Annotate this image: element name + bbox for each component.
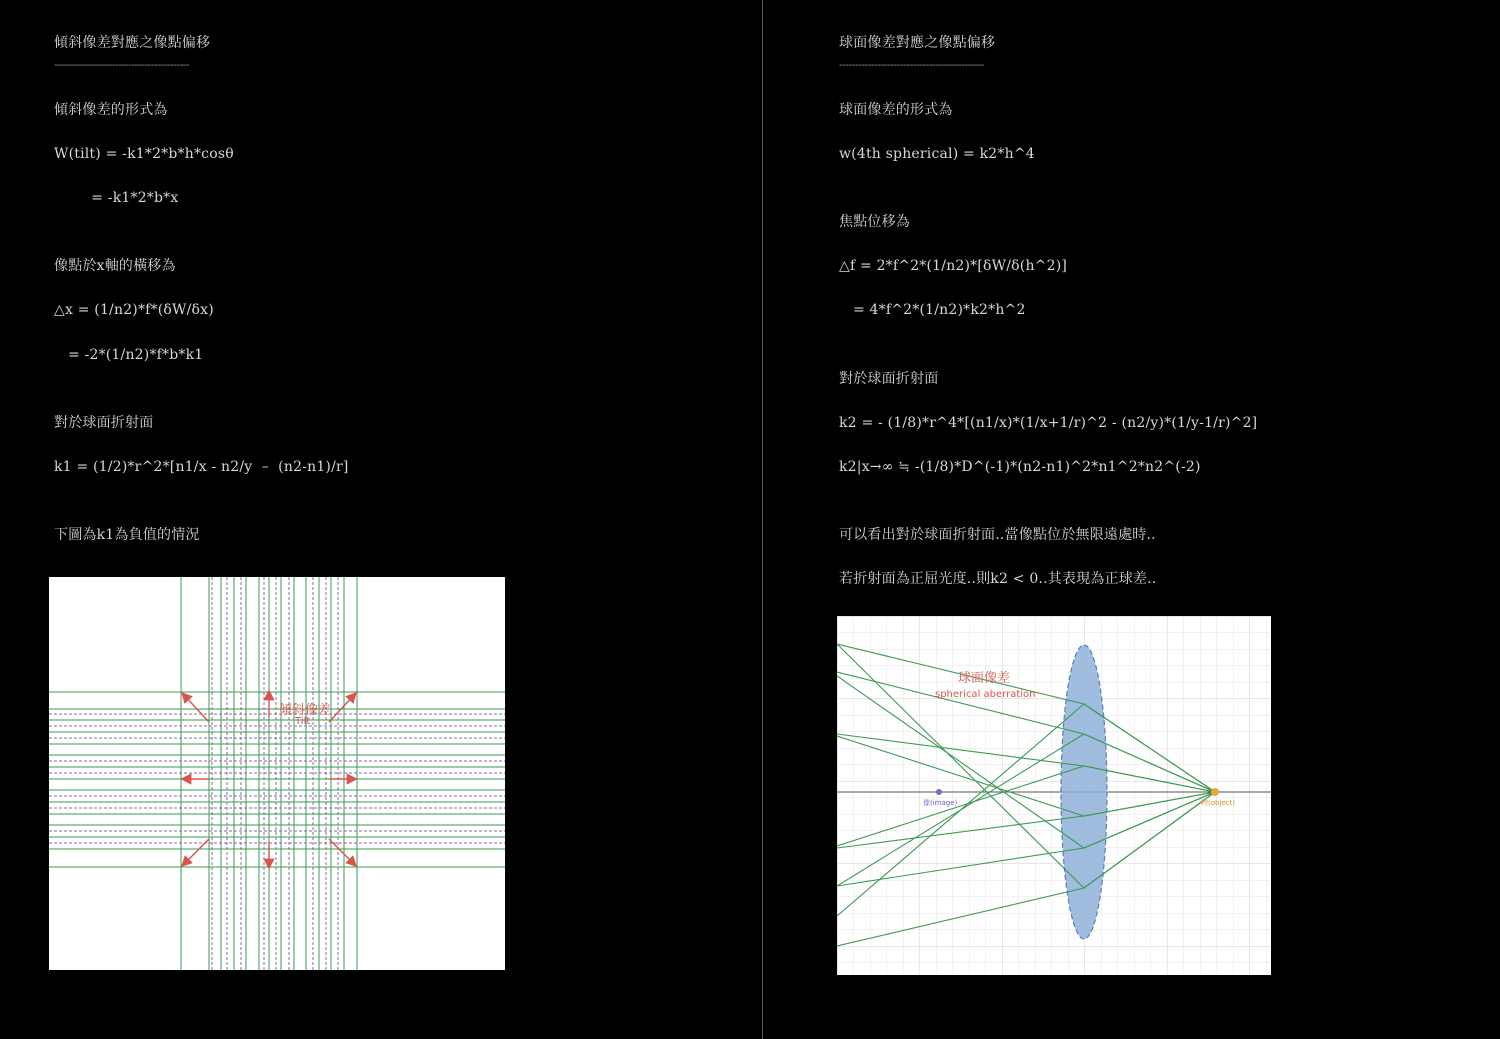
right-title-rule: --------------------------------------------- xyxy=(839,58,984,71)
tilt-label-zh: 傾斜像差 xyxy=(279,703,332,718)
right-title: 球面像差對應之像點偏移 xyxy=(839,35,996,51)
left-line-6: = -2*(1/n2)*f*b*k1 xyxy=(54,347,204,363)
spherical-label-zh: 球面像差 xyxy=(958,671,1011,686)
left-title: 傾斜像差對應之像點偏移 xyxy=(54,35,211,51)
right-line-1: 球面像差的形式為 xyxy=(839,102,953,118)
spherical-figure xyxy=(837,616,1271,975)
left-line-2: W(tilt) = -k1*2*b*h*cosθ xyxy=(54,146,234,162)
left-line-8: k1 = (1/2)*r^2*[n1/x - n2/y – (n2-n1)/r] xyxy=(54,459,349,475)
right-line-4: △f = 2*f^2*(1/n2)*[δW/δ(h^2)] xyxy=(839,258,1068,274)
right-line-9: 可以看出對於球面折射面..當像點位於無限遠處時.. xyxy=(839,527,1156,543)
spherical-label-en: spherical aberration xyxy=(935,689,1036,700)
left-line-4: 像點於x軸的橫移為 xyxy=(54,258,176,274)
page-divider xyxy=(762,0,763,1039)
left-line-5: △x = (1/n2)*f*(δW/δx) xyxy=(54,302,214,318)
image-point xyxy=(936,789,942,795)
right-line-8: k2|x→∞ ≒ -(1/8)*D^(-1)*(n2-n1)^2*n1^2*n2^(-2) xyxy=(839,459,1201,475)
left-line-9: 下圖為k1為負值的情況 xyxy=(54,527,200,543)
right-line-3: 焦點位移為 xyxy=(839,214,910,230)
left-line-1: 傾斜像差的形式為 xyxy=(54,102,168,118)
right-line-6: 對於球面折射面 xyxy=(839,371,939,387)
lens xyxy=(1061,645,1107,939)
tilt-label-en: Tilt xyxy=(295,716,311,727)
right-line-10: 若折射面為正屈光度..則k2 < 0..其表現為正球差.. xyxy=(839,571,1157,587)
image-label: 像(image) xyxy=(923,799,958,807)
right-line-5: = 4*f^2*(1/n2)*k2*h^2 xyxy=(839,302,1026,318)
right-line-7: k2 = - (1/8)*r^4*[(n1/x)*(1/x+1/r)^2 - (n2/y)*(1/y-1/r)^2] xyxy=(839,415,1258,431)
right-line-2: w(4th spherical) = k2*h^4 xyxy=(839,146,1035,162)
left-line-7: 對於球面折射面 xyxy=(54,415,154,431)
tilt-figure xyxy=(49,577,505,970)
object-point xyxy=(1211,788,1219,796)
object-label: 物(object) xyxy=(1201,799,1236,807)
left-line-3: = -k1*2*b*x xyxy=(54,190,179,206)
right-page xyxy=(764,0,1500,1039)
left-title-rule: ------------------------------------------ xyxy=(54,58,190,71)
